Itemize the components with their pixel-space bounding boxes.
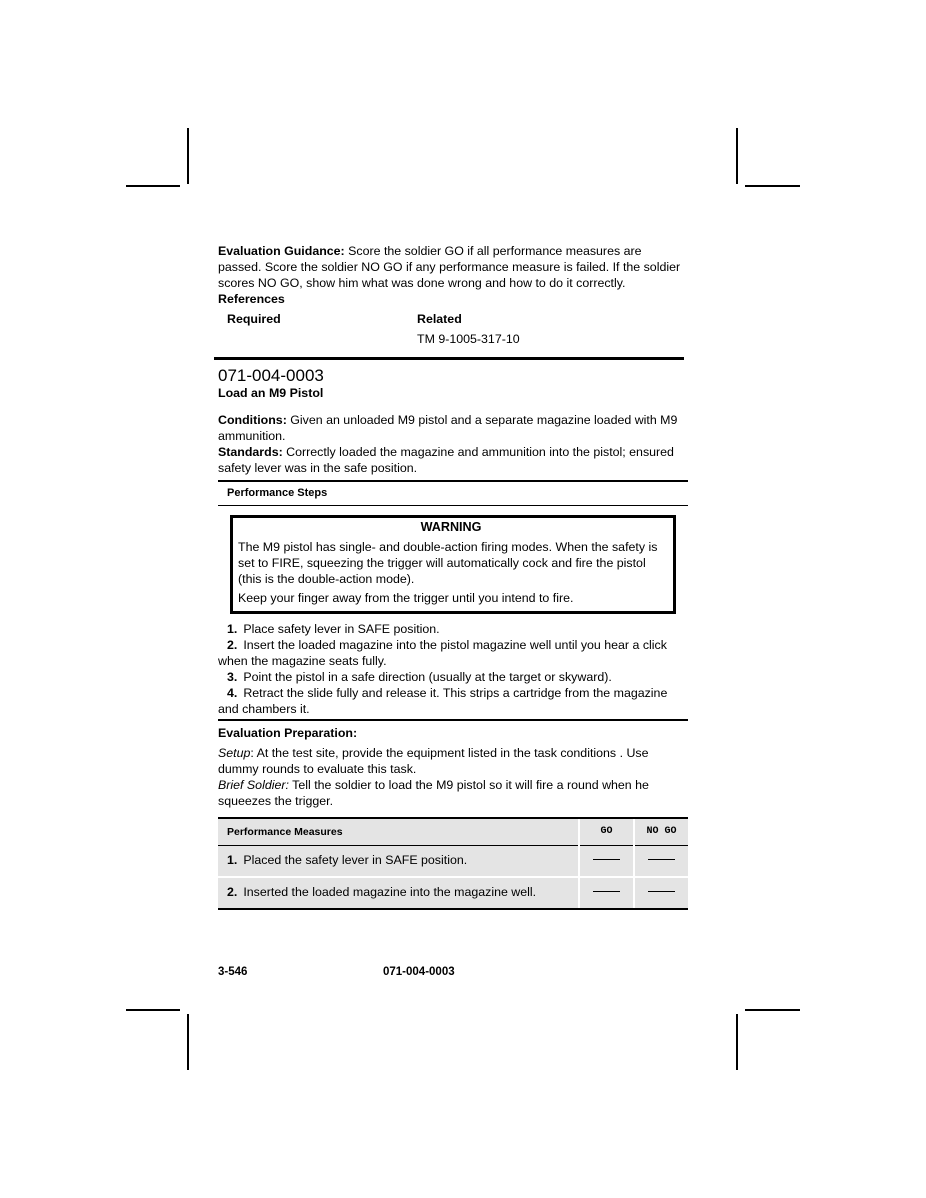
performance-measures-table xyxy=(218,817,688,910)
crop-mark xyxy=(745,185,800,187)
task-number: 071-004-0003 xyxy=(218,366,324,385)
list-item xyxy=(218,669,688,685)
warning-title: WARNING xyxy=(420,520,482,534)
setup xyxy=(218,745,688,777)
performance-steps-list xyxy=(218,621,688,717)
step-text: Point the pistol in a safe direction (usually at the target or skyward). xyxy=(243,670,612,684)
measure-cell xyxy=(218,877,579,909)
page-number: 3-546 xyxy=(218,966,248,978)
standards xyxy=(218,444,688,476)
list-item xyxy=(218,637,688,669)
references-required-label: Required xyxy=(227,312,281,326)
go-line xyxy=(593,890,620,892)
go-blank xyxy=(579,877,634,909)
warning-text: The M9 pistol has single- and double-action firing modes. When the safety is set to FIRE, squeezing the trigger will automatically cock and fire the pistol (this is the double-action mode). xyxy=(238,540,658,586)
nogo-blank xyxy=(634,877,688,909)
measure-text: Placed the safety lever in SAFE position. xyxy=(243,853,468,867)
table-header-row xyxy=(218,818,688,846)
crop-mark xyxy=(736,128,738,184)
list-item xyxy=(218,621,688,637)
brief-soldier-label: Brief Soldier: xyxy=(218,778,289,792)
nogo-header: NO GO xyxy=(634,818,688,846)
references-header-row xyxy=(218,311,688,327)
footer-task-number: 071-004-0003 xyxy=(383,966,455,978)
setup-text: : At the test site, provide the equipment listed in the task conditions . Use dummy rounds to evaluate this task. xyxy=(218,746,649,776)
step-number: 4. xyxy=(227,686,238,700)
table-row xyxy=(218,846,688,878)
nogo-blank xyxy=(634,846,688,878)
go-blank xyxy=(579,846,634,878)
references-heading: References xyxy=(218,292,285,306)
crop-mark xyxy=(126,1009,180,1011)
brief-soldier-text: Tell the soldier to load the M9 pistol so it will fire a round when he squeezes the trigger. xyxy=(218,778,649,808)
page-footer xyxy=(218,966,455,978)
section-divider xyxy=(214,357,684,360)
warning-box xyxy=(230,515,676,614)
step-number: 3. xyxy=(227,670,238,684)
page-content xyxy=(218,243,688,910)
go-line xyxy=(593,858,620,860)
step-text: Retract the slide fully and release it. This strips a cartridge from the magazine and chambers it. xyxy=(218,686,668,716)
step-number: 1. xyxy=(227,622,238,636)
performance-steps-heading: Performance Steps xyxy=(218,480,688,506)
list-item xyxy=(218,685,688,717)
task-title: Load an M9 Pistol xyxy=(218,386,324,400)
crop-mark xyxy=(736,1014,738,1070)
nogo-line xyxy=(648,858,675,860)
conditions-text: Given an unloaded M9 pistol and a separate magazine loaded with M9 ammunition. xyxy=(218,413,678,443)
evaluation-guidance-label: Evaluation Guidance: xyxy=(218,244,345,258)
evaluation-guidance-text: Score the soldier GO if all performance measures are passed. Score the soldier NO GO if any performance measure is failed. If the soldier scores NO GO, show him what was done wrong and how to do it correctly. xyxy=(218,244,681,290)
measure-text: Inserted the loaded magazine into the magazine well. xyxy=(243,885,537,899)
references-related-label: Related xyxy=(417,312,462,326)
references-value-row xyxy=(218,331,688,347)
setup-label: Setup xyxy=(218,746,251,760)
nogo-line xyxy=(648,890,675,892)
brief-soldier xyxy=(218,777,688,809)
step-text: Insert the loaded magazine into the pistol magazine well until you hear a click when the magazine seats fully. xyxy=(218,638,667,668)
measure-cell xyxy=(218,846,579,878)
crop-mark xyxy=(745,1009,800,1011)
crop-mark xyxy=(126,185,180,187)
step-number: 2. xyxy=(227,638,238,652)
table-row xyxy=(218,877,688,909)
go-header: GO xyxy=(579,818,634,846)
crop-mark xyxy=(187,1014,189,1070)
evaluation-guidance xyxy=(218,243,688,291)
step-text: Place safety lever in SAFE position. xyxy=(243,622,440,636)
conditions-label: Conditions: xyxy=(218,413,287,427)
crop-mark xyxy=(187,128,189,184)
standards-text: Correctly loaded the magazine and ammunition into the pistol; ensured safety lever was in the safe position. xyxy=(218,445,674,475)
standards-label: Standards: xyxy=(218,445,283,459)
measure-number: 2. xyxy=(227,885,238,899)
performance-measures-header: Performance Measures xyxy=(218,818,579,846)
warning-text: Keep your finger away from the trigger until you intend to fire. xyxy=(238,591,574,605)
evaluation-preparation-heading: Evaluation Preparation: xyxy=(218,719,688,741)
references-related-value: TM 9-1005-317-10 xyxy=(417,332,520,346)
conditions xyxy=(218,412,688,444)
measure-number: 1. xyxy=(227,853,238,867)
